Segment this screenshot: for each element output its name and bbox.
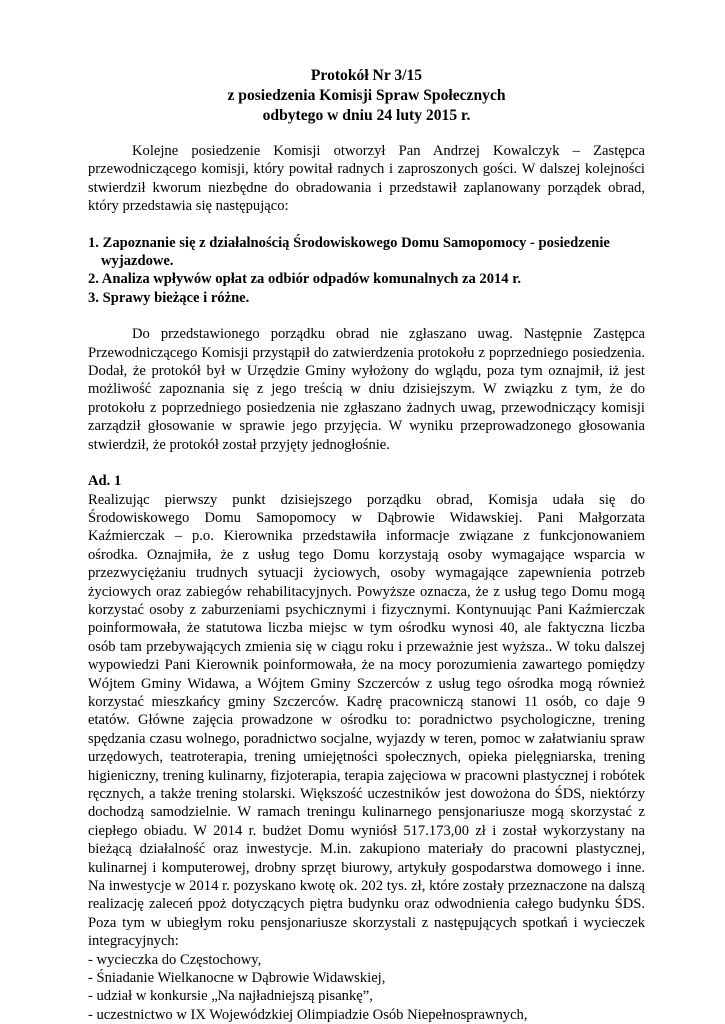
list-item: - Śniadanie Wielkanocne w Dąbrowie Widawskiej, xyxy=(88,970,386,987)
section-heading-ad1: Ad. 1 xyxy=(88,473,122,490)
agenda-item: 3. Sprawy bieżące i różne. xyxy=(88,289,250,306)
intro-paragraph: Kolejne posiedzenie Komisji otworzył Pan Andrzej Kowalczyk – Zastępca przewodniczącego komisji, który powitał radnych i zaproszonych gości. W dalszej kolejności stwierdził kworum niezbędne do obradowania i przedstawił zaplanowany porządek obrad, który przedstawia się następująco: xyxy=(88,143,645,215)
list-item: - wycieczka do Częstochowy, xyxy=(88,951,262,968)
title-line-3: odbytego w dniu 24 luty 2015 r. xyxy=(262,107,471,124)
protocol-approval-paragraph: Do przedstawionego porządku obrad nie zgłaszano uwag. Następnie Zastępca Przewodniczącego Komisji przystąpił do zatwierdzenia protokołu z poprzedniego posiedzenia. Dodał, że protokół był w Urzędzie Gminy wyłożony do wglądu, poza tym oznajmił, iż jest możliwość zapoznania się z jego treścią w dniu dzisiejszym. W związku z tym, że do protokołu z poprzedniego posiedzenia nie zgłaszano żadnych uwag, przewodniczący komisji zarządził głosowanie w sprawie jego przyjęcia. W wyniku przeprowadzonego głosowania stwierdził, że protokół został przyjęty jednogłośnie. xyxy=(88,326,645,453)
document-title xyxy=(88,66,645,126)
agenda-item: 1. Zapoznanie się z działalnością Środowiskowego Domu Samopomocy - posiedzenie wyjazdowe. xyxy=(88,234,610,270)
list-item: - udział w konkursie „Na najładniejszą pisankę”, xyxy=(88,988,373,1005)
trips-list xyxy=(88,951,645,1024)
list-item: - uczestnictwo w IX Wojewódzkiej Olimpiadzie Osób Niepełnosprawnych, xyxy=(88,1006,528,1023)
agenda-list xyxy=(88,234,645,308)
title-line-2: z posiedzenia Komisji Spraw Społecznych xyxy=(227,87,506,104)
agenda-item: 2. Analiza wpływów opłat za odbiór odpadów komunalnych za 2014 r. xyxy=(88,271,522,288)
title-line-1: Protokół Nr 3/15 xyxy=(310,67,423,84)
ad1-paragraph: Realizując pierwszy punkt dzisiejszego porządku obrad, Komisja udała się do Środowiskowego Domu Samopomocy w Dąbrowie Widawskiej. Pani Małgorzata Kaźmierczak – p.o. Kierownika przedstawiła informacje związane z funkcjonowaniem ośrodka. Oznajmiła, że z usług tego Domu korzystają osoby wymagające wsparcia w przezwyciężaniu trudnych sytuacji życiowych, osoby wymagające zapewnienia potrzeb życiowych oraz zabiegów rehabilitacyjnych. Powyższe oznacza, że z usług tego Domu mogą korzystać osoby z zaburzeniami psychicznymi i fizycznymi. Kontynuując Pani Kaźmierczak poinformowała, że statutowa liczba miejsc w tym ośrodku wynosi 40, ale faktyczna liczba osób tam przebywających zmienia się w ciągu roku i przeważnie jest wyższa.. W toku dalszej wypowiedzi Pani Kierownik poinformowała, że na mocy porozumienia zawartego pomiędzy Wójtem Gminy Widawa, a Wójtem Gminy Szczerców z usług tego ośrodka mogą również korzystać mieszkańcy gminy Szczerców. Kadrę pracowniczą stanowi 11 osób, co daje 9 etatów. Główne zajęcia prowadzone w ośrodku to: poradnictwo psychologiczne, trening spędzania czasu wolnego, poradnictwo socjalne, wyjazdy w teren, pomoc w załatwianiu spraw urzędowych, teatroterapia, trening umiejętności społecznych, opieka pielęgniarska, trening higieniczny, trening kulinarny, fizjoterapia, terapia zajęciowa w pracowni plastycznej i robótek ręcznych, a także trening stolarski. Większość uczestników jest dowożona do ŚDS, niektórzy dochodzą samodzielnie. W ramach treningu kulinarnego pensjonariusze mogą skorzystać z ciepłego obiadu. W 2014 r. budżet Domu wyniósł 517.173,00 zł i został wykorzystany na bieżącą działalność oraz inwestycje. M.in. zakupiono materiały do pracowni plastycznej, kulinarnej i komputerowej, drobny sprzęt biurowy, artykuły gospodarstwa domowego i inne. Na inwestycje w 2014 r. pozyskano kwotę ok. 202 tys. zł, które zostały przeznaczone na dalszą realizację zaleceń ppoż dotyczących piętra budynku oraz odwodnienia całego budynku ŚDS. Poza tym w ubiegłym roku pensjonariusze skorzystali z następujących spotkań i wycieczek integracyjnych: xyxy=(88,491,645,950)
